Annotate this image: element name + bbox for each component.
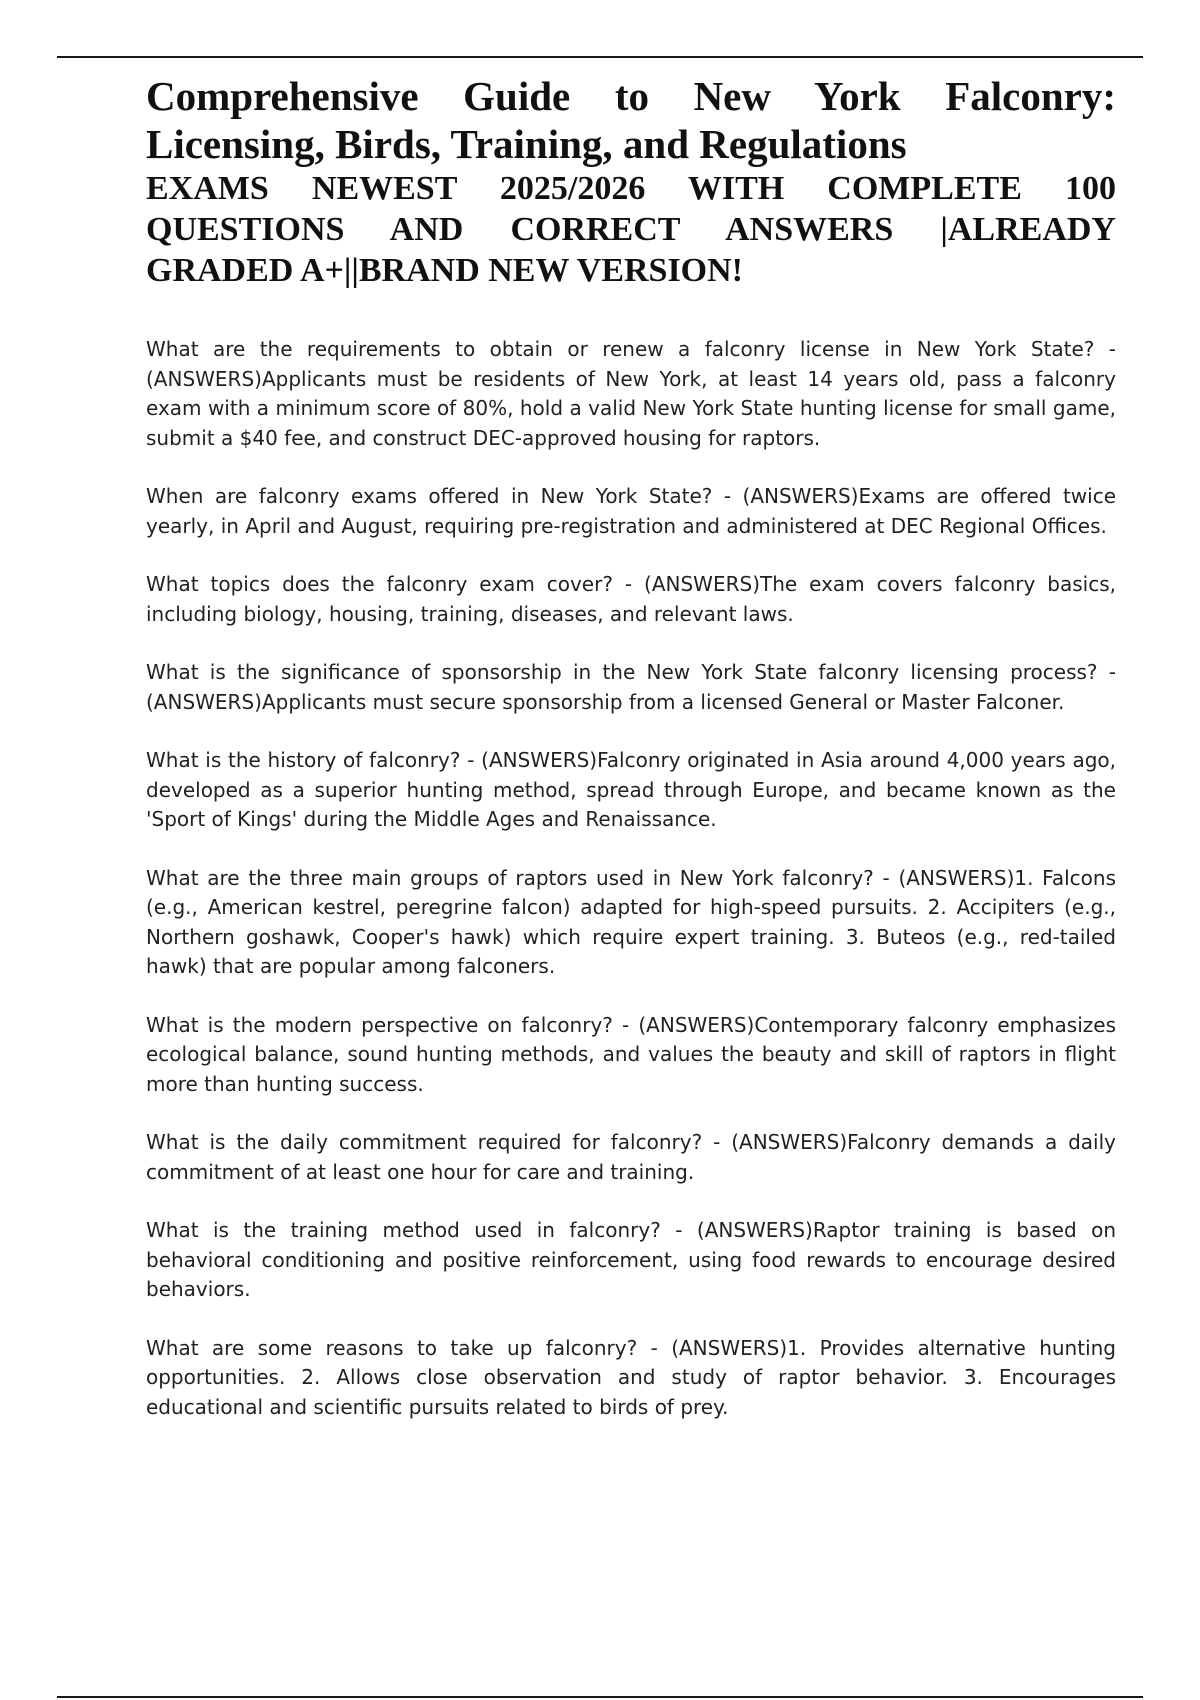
document-subtitle: EXAMS NEWEST 2025/2026 WITH COMPLETE 100 QUESTIONS AND CORRECT ANSWERS |ALREADY GRADED A+||BRAND NEW VERSION! bbox=[146, 170, 1116, 289]
qa-item: What topics does the falconry exam cover? - (ANSWERS)The exam covers falconry basics, including biology, housing, training, diseases, and relevant laws. bbox=[146, 572, 1116, 626]
qa-item: When are falconry exams offered in New York State? - (ANSWERS)Exams are offered twice yearly, in April and August, requiring pre-registration and administered at DEC Regional Offices. bbox=[146, 484, 1116, 538]
qa-item: What is the daily commitment required for falconry? - (ANSWERS)Falconry demands a daily commitment of at least one hour for care and training. bbox=[146, 1130, 1116, 1184]
qa-item: What is the training method used in falconry? - (ANSWERS)Raptor training is based on behavioral conditioning and positive reinforcement, using food rewards to encourage desired behaviors. bbox=[146, 1218, 1116, 1301]
qa-item: What are the requirements to obtain or renew a falconry license in New York State? - (ANSWERS)Applicants must be residents of New York, at least 14 years old, pass a falconry exam with a minimum score of 80%, hold a valid New York State hunting license for small game, submit a $40 fee, and construct DEC-approved housing for raptors. bbox=[146, 337, 1116, 450]
qa-item: What is the history of falconry? - (ANSWERS)Falconry originated in Asia around 4,000 years ago, developed as a superior hunting method, spread through Europe, and became known as the 'Sport of Kings' during the Middle Ages and Renaissance. bbox=[146, 748, 1116, 831]
bottom-divider bbox=[57, 1696, 1143, 1698]
qa-list bbox=[146, 335, 1116, 1422]
top-divider bbox=[57, 56, 1143, 58]
qa-item: What is the modern perspective on falconry? - (ANSWERS)Contemporary falconry emphasizes ecological balance, sound hunting methods, and values the beauty and skill of raptors in flight more than hunting success. bbox=[146, 1012, 1116, 1096]
qa-item: What are some reasons to take up falconry? - (ANSWERS)1. Provides alternative hunting opportunities. 2. Allows close observation and study of raptor behavior. 3. Encourages educational and scientific pursuits related to birds of prey. bbox=[146, 1335, 1116, 1419]
document-title: Comprehensive Guide to New York Falconry: Licensing, Birds, Training, and Regulations bbox=[146, 73, 1116, 167]
document-body bbox=[146, 72, 1116, 1451]
qa-item: What is the significance of sponsorship in the New York State falconry licensing process? - (ANSWERS)Applicants must secure sponsorship from a licensed General or Master Falconer. bbox=[146, 660, 1116, 714]
qa-item: What are the three main groups of raptors used in New York falconry? - (ANSWERS)1. Falcons (e.g., American kestrel, peregrine falcon) adapted for high-speed pursuits. 2. Accipiters (e.g., Northern goshawk, Cooper's hawk) which require expert training. 3. Buteos (e.g., red-tailed hawk) that are popular among falconers. bbox=[146, 865, 1116, 978]
